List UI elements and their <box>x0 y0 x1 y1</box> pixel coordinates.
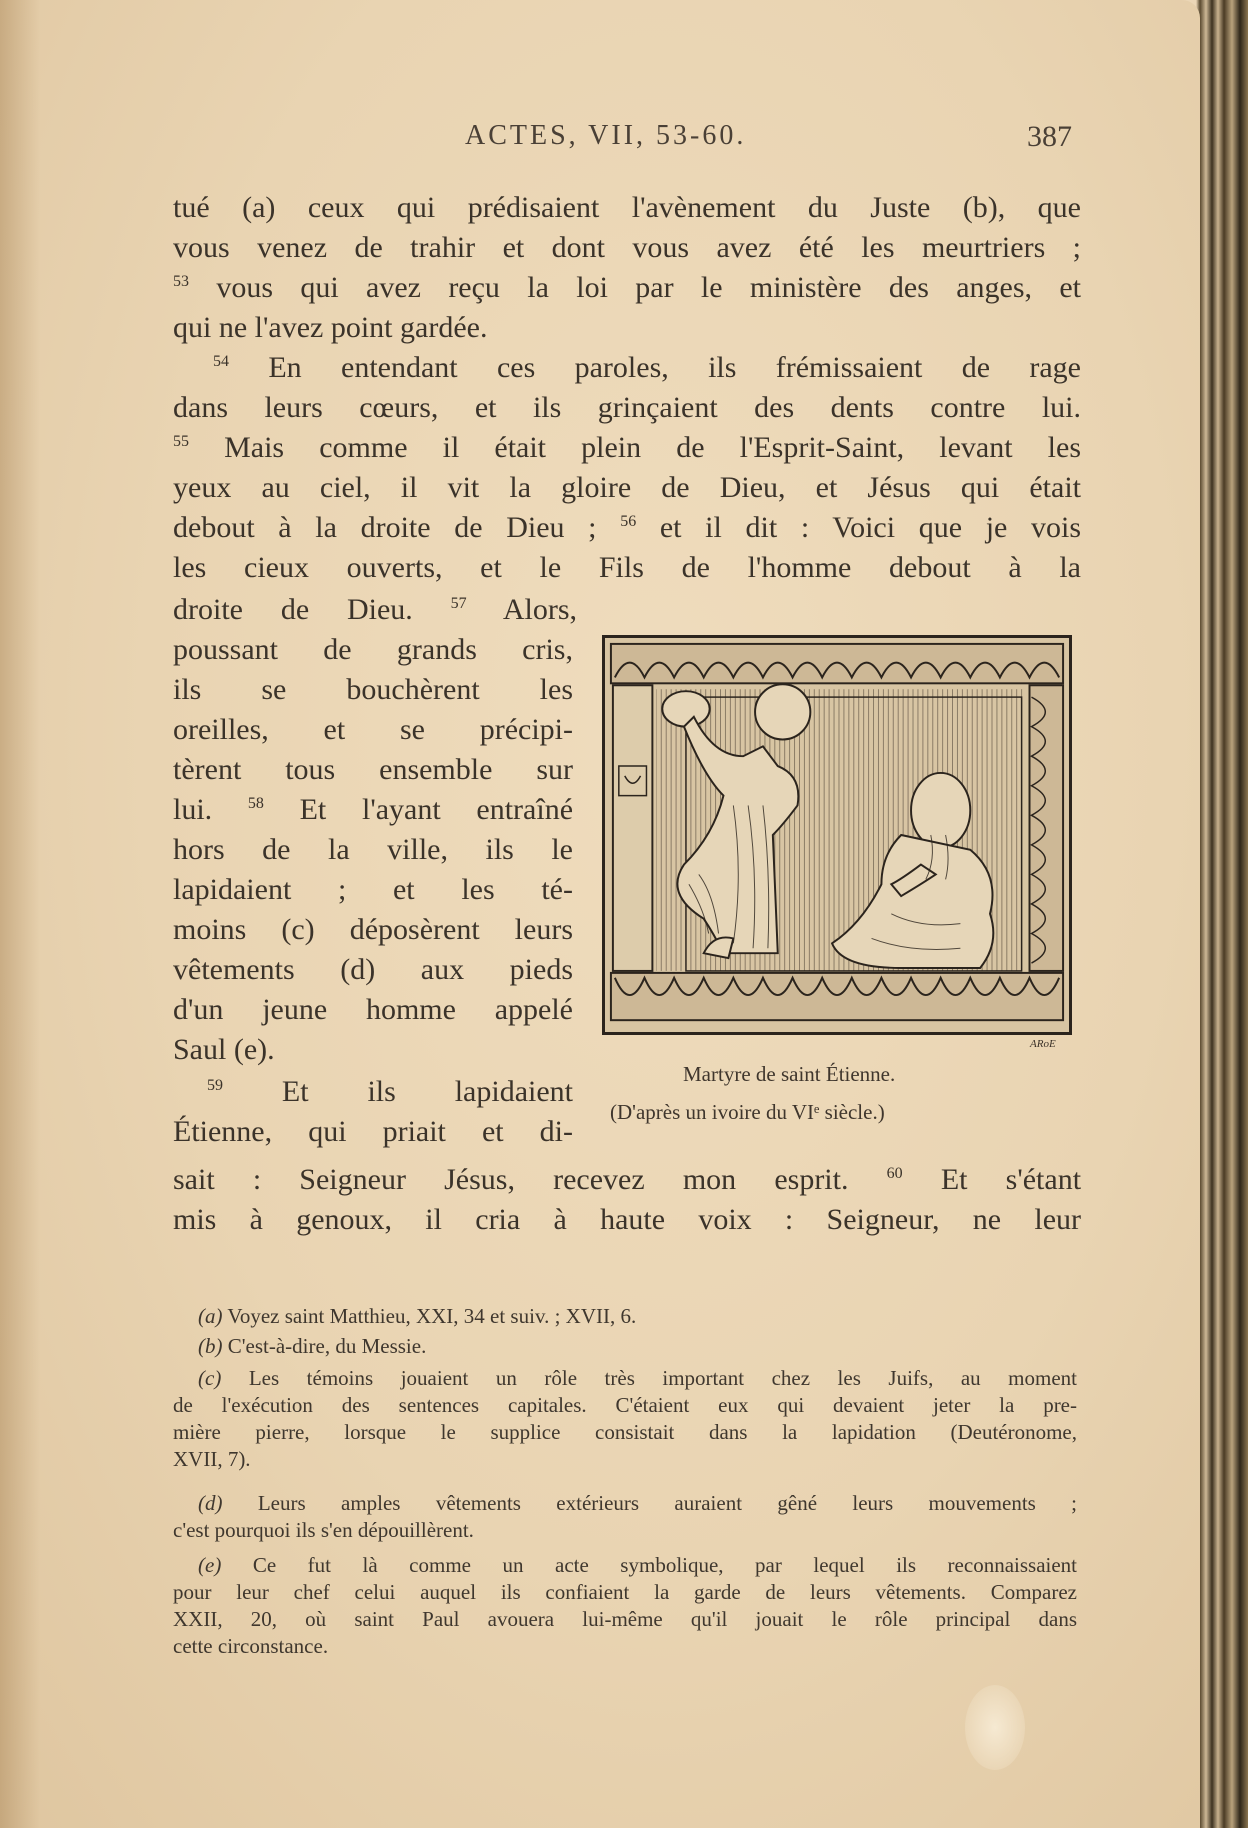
footnote-line: pour leur chef celui auquel ils confiaient la garde de leurs vêtements. Comparez <box>173 1580 1077 1604</box>
body-line <box>173 590 577 630</box>
line-text: debout à la droite de Dieu ; <box>173 511 597 544</box>
line-text: Alors, <box>502 593 577 626</box>
body-line <box>173 468 1081 508</box>
body-line <box>173 268 1081 308</box>
line-text: Et s'étant <box>940 1163 1082 1196</box>
line-text: tèrent tous ensemble sur <box>173 753 573 786</box>
body-line <box>173 750 573 790</box>
footnote-line: XXII, 20, où saint Paul avouera lui-même qu'il jouait le rôle principal dans <box>173 1607 1077 1631</box>
body-line <box>173 870 573 910</box>
body-line <box>173 630 573 670</box>
footnote-line: Leurs amples vêtements extérieurs auraient gêné leurs mouvements ; <box>257 1491 1078 1515</box>
footnote-line: cette circonstance. <box>173 1634 329 1658</box>
footnote-mark: (c) <box>198 1366 222 1390</box>
footnote-line: Les témoins jouaient un rôle très important chez les Juifs, au moment <box>248 1366 1077 1390</box>
line-text: tué (a) ceux qui prédisaient l'avènement du Juste (b), que <box>173 191 1081 224</box>
body-line <box>213 348 1081 388</box>
line-text: et il dit : Voici que je vois <box>659 511 1082 544</box>
line-text: mis à genoux, il cria à haute voix : Seigneur, ne leur <box>173 1203 1081 1236</box>
footnote-mark: (b) <box>198 1334 223 1358</box>
line-text: vêtements (d) aux pieds <box>173 953 573 986</box>
paper-stain <box>965 1685 1025 1770</box>
body-line <box>173 548 1081 588</box>
body-line <box>173 990 573 1030</box>
footnote-b <box>173 1333 1077 1360</box>
body-line <box>173 830 573 870</box>
line-text: lui. <box>173 793 213 826</box>
line-text: Et l'ayant entraîné <box>299 793 574 826</box>
line-text: En entendant ces paroles, ils frémissaient de rage <box>268 351 1081 384</box>
line-text: lapidaient ; et les té- <box>173 873 573 906</box>
line-text: moins (c) déposèrent leurs <box>173 913 573 946</box>
page-number: 387 <box>1027 120 1072 153</box>
footnote-line: de l'exécution des sentences capitales. C'étaient eux qui devaient jeter la pre- <box>173 1393 1077 1417</box>
verse-number: 60 <box>886 1165 903 1182</box>
footnote-mark: (a) <box>198 1304 223 1328</box>
verse-number: 55 <box>173 433 189 450</box>
line-text: Étienne, qui priait et di- <box>173 1115 573 1148</box>
line-text: vous qui avez reçu la loi par le ministère des anges, et <box>216 271 1082 304</box>
line-text: dans leurs cœurs, et ils grinçaient des dents contre lui. <box>173 391 1081 424</box>
body-line <box>173 1112 573 1152</box>
line-text: oreilles, et se précipi- <box>173 713 573 746</box>
line-text: vous venez de trahir et dont vous avez été les meurtriers ; <box>173 231 1081 264</box>
verse-number: 57 <box>450 595 467 612</box>
line-text: les cieux ouverts, et le Fils de l'homme debout à la <box>173 551 1081 584</box>
footnote-c <box>173 1365 1077 1392</box>
line-text: d'un jeune homme appelé <box>173 993 573 1026</box>
footnote-line: c'est pourquoi ils s'en dépouillèrent. <box>173 1518 474 1542</box>
figure-engraving <box>602 635 1072 1035</box>
body-line <box>173 428 1081 468</box>
figure-caption-source: (D'après un ivoire du VIᵉ siècle.) <box>610 1100 885 1124</box>
body-line <box>173 508 1081 548</box>
body-line <box>173 790 573 830</box>
footnote-line: Voyez saint Matthieu, XXI, 34 et suiv. ; XVII, 6. <box>227 1304 637 1328</box>
line-text: poussant de grands cris, <box>173 633 573 666</box>
footnote-line: XVII, 7). <box>173 1447 251 1471</box>
body-line <box>173 308 1081 348</box>
footnote-a <box>173 1303 1077 1330</box>
verse-number: 58 <box>247 795 264 812</box>
footnote-line: C'est-à-dire, du Messie. <box>227 1334 427 1358</box>
footnote-mark: (e) <box>198 1553 222 1577</box>
engraver-signature: ARoE <box>1030 1038 1056 1050</box>
body-line <box>173 388 1081 428</box>
body-line <box>173 910 573 950</box>
footnote-d <box>173 1490 1077 1517</box>
verse-number: 53 <box>173 273 189 290</box>
line-text: qui ne l'avez point gardée. <box>173 311 488 344</box>
body-line <box>173 670 573 710</box>
line-text: yeux au ciel, il vit la gloire de Dieu, et Jésus qui était <box>173 471 1081 504</box>
figure-caption-title: Martyre de saint Étienne. <box>683 1062 896 1086</box>
footnote-mark: (d) <box>198 1491 223 1515</box>
line-text: ils se bouchèrent les <box>173 673 573 706</box>
footnote-line: Ce fut là comme un acte symbolique, par lequel ils reconnaissaient <box>252 1553 1078 1577</box>
body-line <box>173 950 573 990</box>
body-line <box>173 710 573 750</box>
verse-number: 56 <box>620 513 637 530</box>
line-text: Et ils lapidaient <box>281 1075 573 1108</box>
footnote-line: mière pierre, lorsque le supplice consistait dans la lapidation (Deutéronome, <box>173 1420 1077 1444</box>
verse-number: 54 <box>213 353 229 370</box>
body-line <box>173 188 1081 228</box>
line-text: Saul (e). <box>173 1033 275 1066</box>
line-text: Mais comme il était plein de l'Esprit-Saint, levant les <box>224 431 1082 464</box>
footnote-e <box>173 1552 1077 1579</box>
body-line <box>173 1160 1081 1200</box>
running-title: ACTES, VII, 53-60. <box>465 120 747 151</box>
line-text: hors de la ville, ils le <box>173 833 573 866</box>
body-line <box>173 1200 1081 1240</box>
body-line <box>207 1072 573 1112</box>
line-text: sait : Seigneur Jésus, recevez mon esprit. <box>173 1163 849 1196</box>
verse-number: 59 <box>207 1077 223 1094</box>
engraving-illustration <box>605 638 1069 1032</box>
body-line <box>173 1030 573 1070</box>
line-text: droite de Dieu. <box>173 593 413 626</box>
body-line <box>173 228 1081 268</box>
